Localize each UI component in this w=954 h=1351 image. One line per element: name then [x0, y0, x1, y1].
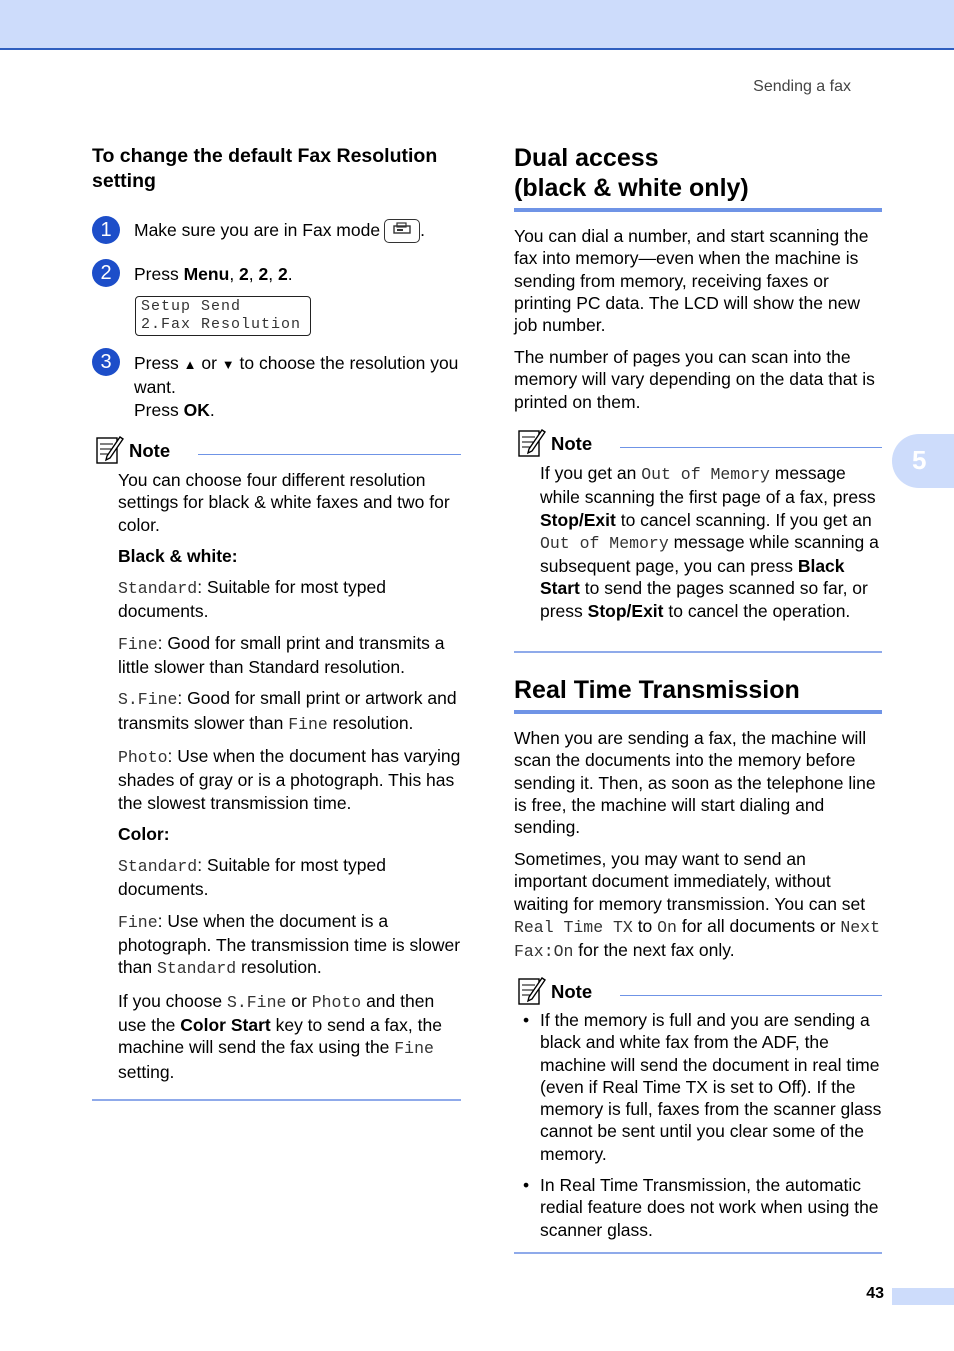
fax-mode-icon [384, 219, 420, 243]
code: Fine [394, 1039, 434, 1059]
note-pencil-icon [518, 975, 546, 1005]
t: to [632, 915, 658, 936]
list-item [523, 1009, 882, 1165]
note-header [92, 434, 461, 466]
lcd-line-2: 2.Fax Resolution [141, 316, 302, 333]
down-arrow-icon: ▼ [221, 357, 235, 372]
t: for all documents or [676, 915, 841, 936]
header-band [0, 0, 954, 50]
dual-note-body [540, 462, 882, 622]
t: If you get an [540, 463, 642, 483]
key-2: 2 [277, 264, 288, 284]
desc: : Good for small print and transmits a little slower than Standard resolution. [118, 632, 445, 678]
code: Out of Memory [540, 533, 669, 553]
page-number: 43 [866, 1285, 884, 1302]
chapter-number: 5 [912, 445, 927, 475]
code: Next Fax:On [514, 917, 880, 962]
desc: : Good for small print or artwork and transmits slower than [118, 688, 457, 733]
step-2-text [134, 263, 461, 285]
code: Out of Memory [641, 465, 770, 484]
bw-photo [118, 745, 461, 814]
t: key to send a fax, the machine will send the fax using the [118, 1014, 442, 1058]
bullet-icon: • [523, 1175, 530, 1196]
t: to send the pages scanned so far, or press [540, 578, 868, 621]
t: If you choose [118, 990, 227, 1011]
code: Standard [118, 579, 198, 599]
step-1-label: Make sure you are in Fax mode [134, 220, 381, 240]
code: S.Fine [226, 992, 287, 1012]
period: . [287, 264, 293, 284]
note-end-rule [514, 1252, 882, 1254]
step-1-suffix: . [420, 220, 425, 240]
code: On [657, 917, 677, 937]
code: Standard [118, 857, 198, 877]
black-start-key: Black Start [540, 556, 845, 599]
t: to cancel the operation. [663, 600, 851, 621]
lcd-display [135, 296, 311, 336]
desc: : Use when the document has varying shades of gray or is a photograph. This has the slowest transmission time. [118, 745, 461, 813]
code: Standard [156, 959, 237, 979]
desc: : Suitable for most typed documents. [118, 855, 386, 900]
press: Press [134, 399, 184, 420]
ok-key: OK [183, 399, 210, 420]
color-standard [118, 854, 461, 901]
color-heading: Color: [118, 823, 170, 844]
lcd-line-1: Setup Send [141, 298, 242, 315]
sep: , [248, 264, 259, 284]
t: message while scanning the first page of a fax, press [540, 463, 876, 508]
color-fine [118, 910, 461, 981]
step-3-pre: Press [134, 353, 184, 373]
note-header [514, 427, 882, 459]
rtt-note-body [523, 1009, 882, 1241]
stop-exit-key: Stop/Exit [540, 509, 616, 530]
stop-exit-key: Stop/Exit [587, 600, 664, 621]
note-body [118, 469, 461, 1092]
code: Photo [311, 992, 362, 1012]
step-1-number: 1 [92, 216, 120, 244]
note-intro: You can choose four different resolution settings for black & white faxes and two for color. [118, 470, 450, 535]
desc: : Use when the document is a photograph. The transmission time is slower than [118, 910, 461, 978]
footer-bar [892, 1288, 954, 1305]
note-title: Note [129, 440, 171, 461]
note-rule [620, 447, 882, 448]
step-2-pre: Press [134, 264, 184, 284]
code: Fine [118, 912, 158, 932]
note-title: Note [551, 433, 593, 454]
t: to cancel scanning. If you get an [615, 509, 872, 530]
heading-rule [514, 208, 882, 212]
code: Real Time TX [514, 917, 633, 937]
step-3-text [134, 352, 461, 421]
code: Fine [118, 634, 158, 654]
key-2: 2 [258, 264, 269, 284]
dual-access-title [514, 143, 749, 203]
code: Photo [118, 747, 168, 767]
period: . [209, 399, 215, 420]
code: S.Fine [118, 690, 178, 710]
subheading: To change the default Fax Resolution setting [92, 145, 438, 192]
t: for the next fax only. [573, 940, 735, 961]
note-end-rule [92, 1099, 461, 1101]
bullet-text: If the memory is full and you are sending a black and white fax from the ADF, the machine will send the document in real time (even if Real Time TX is set to Off). If the memory is full, faxes from the scanner glass cannot be sent until you clear some of the memory. [540, 1010, 882, 1164]
bw-sfine [118, 687, 461, 736]
dual-p2: The number of pages you can scan into the memory will vary depending on the data that is printed on them. [514, 347, 875, 412]
note-rule [198, 454, 461, 455]
step-1-text [134, 219, 461, 243]
rtt-p1: When you are sending a fax, the machine will scan the documents into the memory before sending it. Then, as soon as the telephone line is free, the machine will start dialing and sending. [514, 728, 876, 838]
rtt-title: Real Time Transmission [514, 676, 800, 704]
color-start-note [118, 990, 461, 1083]
list-item [523, 1174, 882, 1241]
bw-fine [118, 632, 461, 679]
sep: , [229, 264, 240, 284]
t: or [286, 990, 312, 1011]
menu-key: Menu [183, 264, 230, 284]
bw-standard [118, 576, 461, 623]
note-end-rule [514, 651, 882, 653]
note-header [514, 975, 882, 1007]
color-start-key: Color Start [180, 1014, 271, 1035]
t: and then use the [118, 990, 435, 1035]
desc: resolution. [327, 712, 414, 733]
or: or [196, 353, 222, 373]
sep: , [268, 264, 278, 284]
heading-rule [514, 710, 882, 714]
t: setting. [118, 1061, 175, 1082]
note-rule [620, 995, 882, 996]
t: message while scanning a subsequent page, you can press [540, 531, 879, 577]
note-pencil-icon [96, 434, 124, 464]
title-line-2: (black & white only) [514, 174, 749, 202]
desc: : Suitable for most typed documents. [118, 577, 386, 622]
bullet-icon: • [523, 1010, 530, 1030]
step-3-number: 3 [92, 348, 120, 376]
title-line-1: Dual access [514, 144, 659, 172]
code: Fine [288, 714, 328, 734]
step-2-number: 2 [92, 259, 120, 287]
bullet-text: In Real Time Transmission, the automatic redial feature does not work when using the scanner glass. [540, 1175, 879, 1240]
chapter-tab [892, 434, 954, 488]
key-2: 2 [239, 264, 249, 284]
note-pencil-icon [518, 427, 546, 457]
t: Sometimes, you may want to send an important document immediately, without waiting for memory transmission. You can set [514, 849, 866, 914]
bw-heading: Black & white: [118, 545, 238, 566]
note-title: Note [551, 981, 593, 1002]
rtt-p2 [514, 848, 882, 963]
up-arrow-icon: ▲ [183, 357, 197, 372]
running-head: Sending a fax [753, 78, 851, 95]
desc: resolution. [236, 957, 322, 978]
dual-p1: You can dial a number, and start scanning the fax into memory—even when the machine is sending from memory, receiving faxes or printing PC data. The LCD will show the new job number. [514, 226, 869, 336]
step-3-post: to choose the resolution you want. [134, 353, 459, 398]
